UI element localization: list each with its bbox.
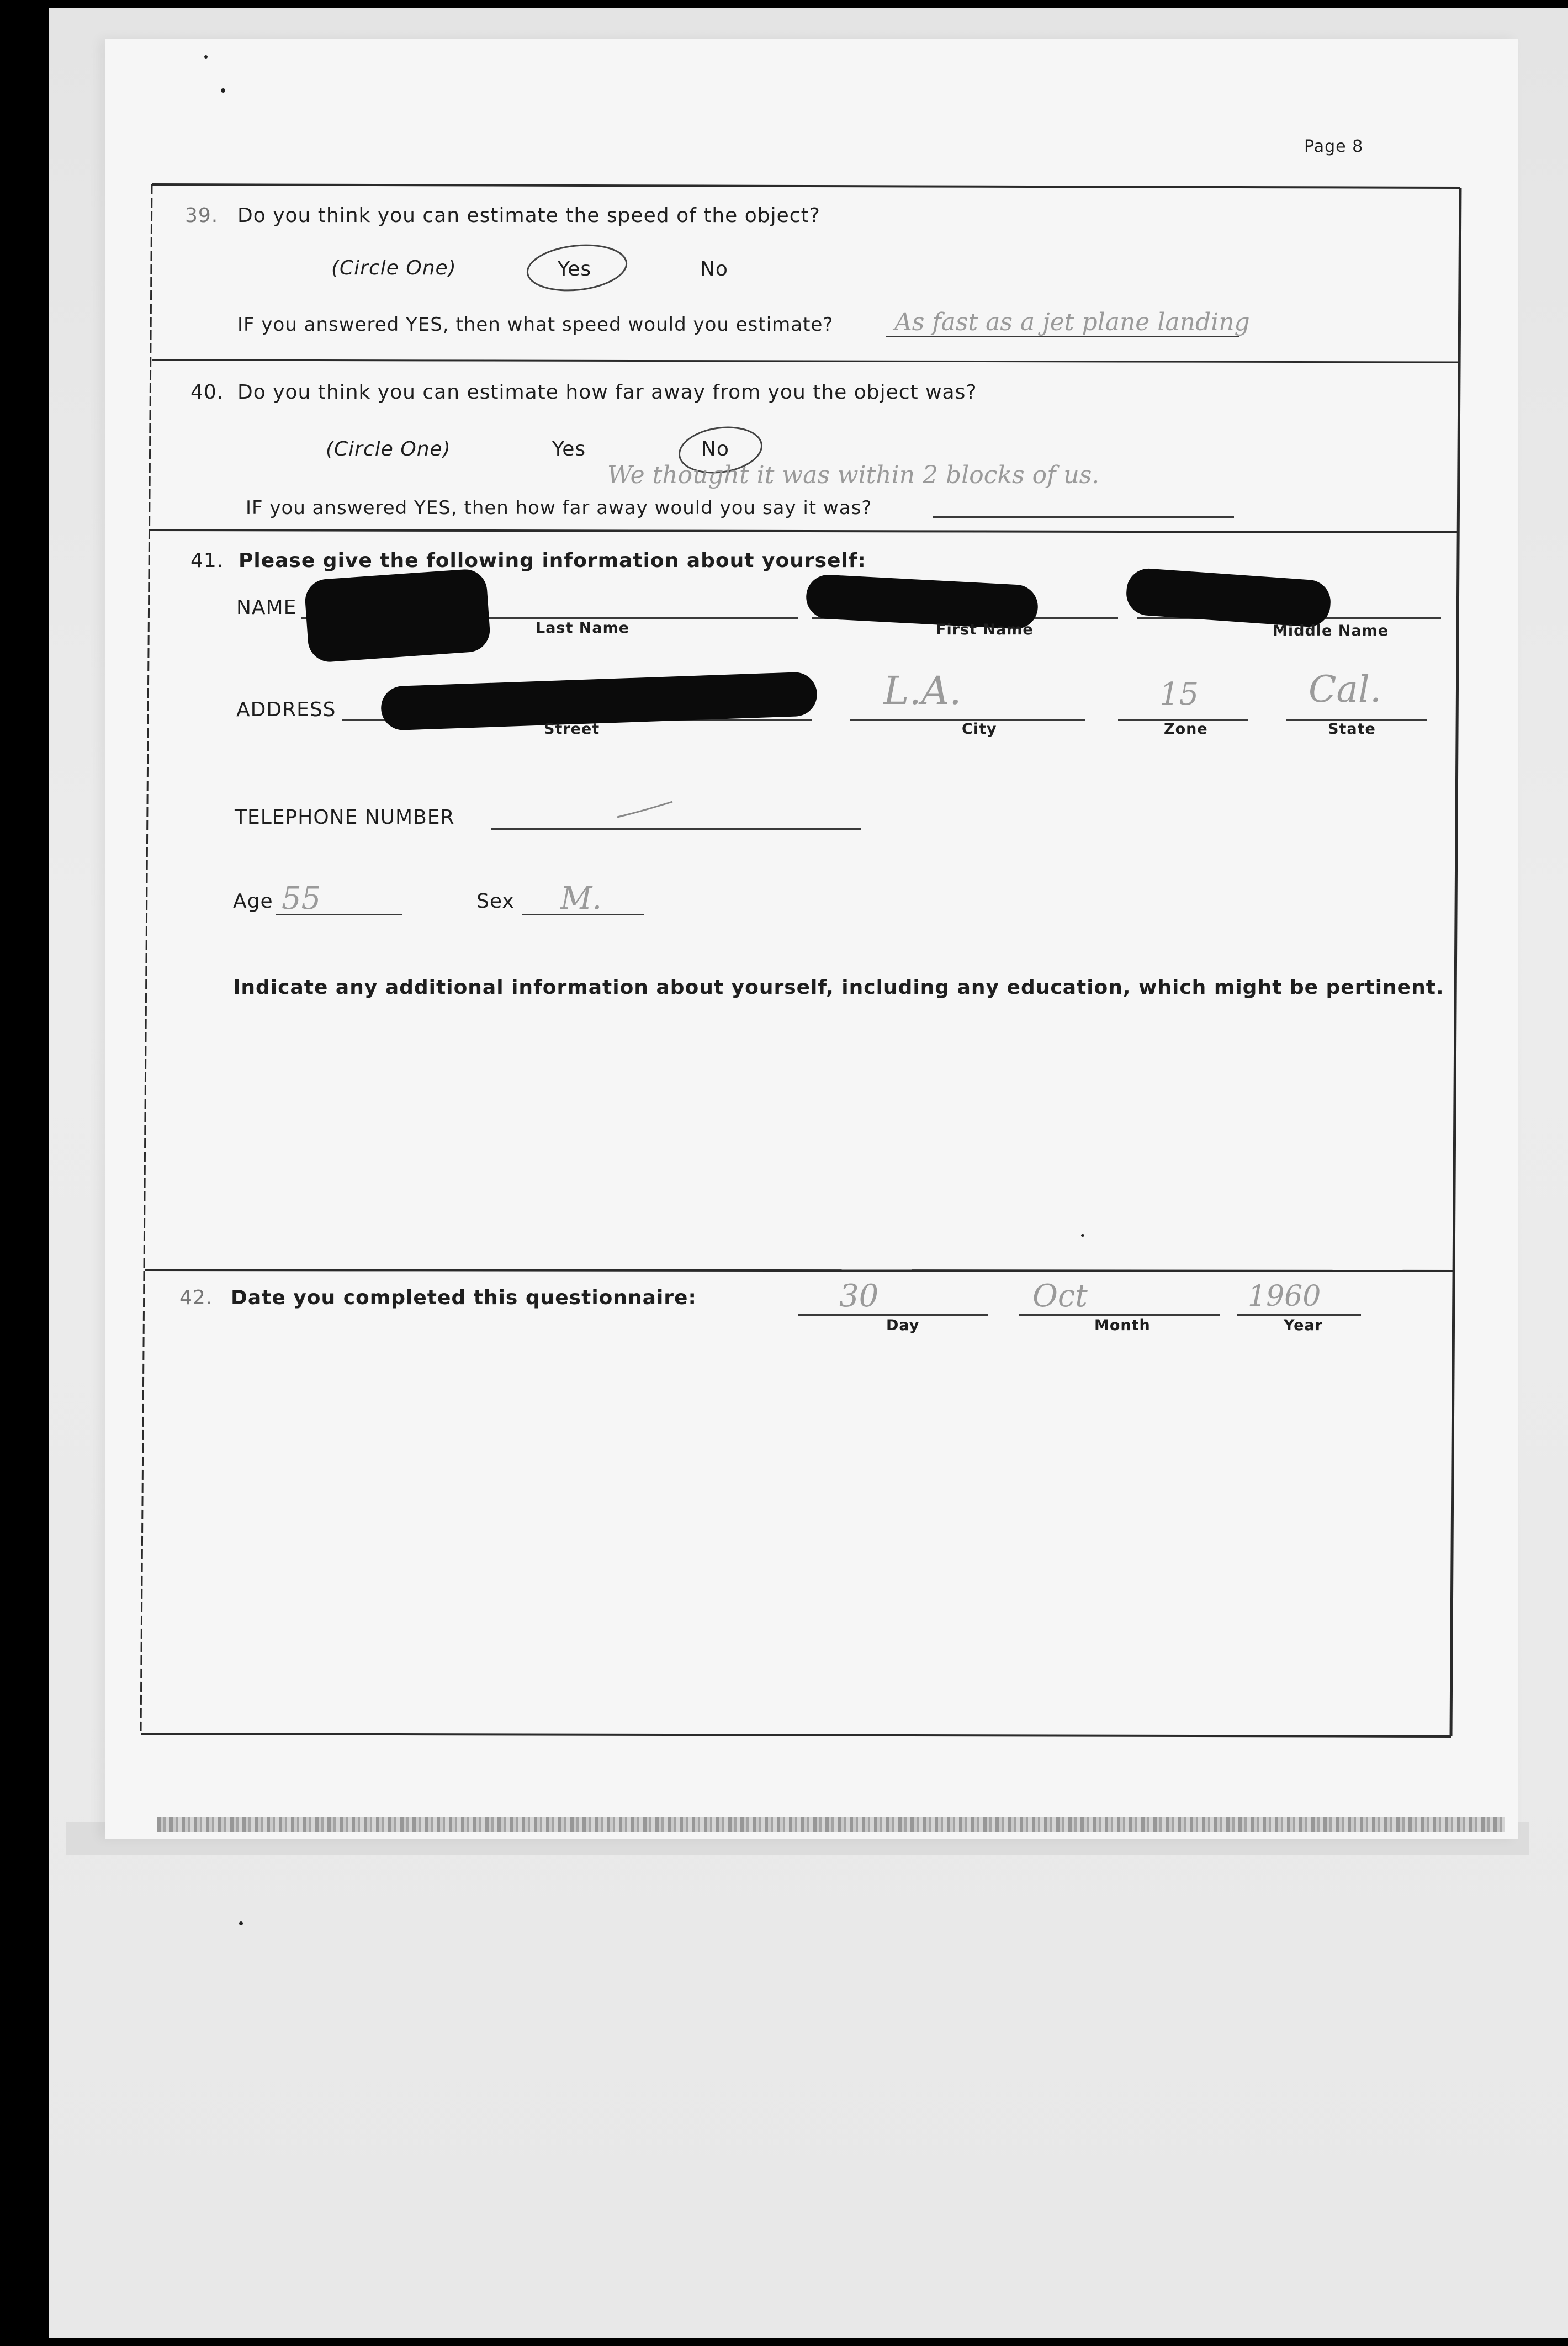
zone-value[interactable]: 15 [1159, 676, 1199, 712]
q40-no-option[interactable]: No [701, 438, 729, 460]
q39-yes-option[interactable]: Yes [558, 258, 592, 280]
year-caption: Year [1284, 1317, 1323, 1334]
last-name-caption: Last Name [536, 619, 630, 637]
telephone-checkmark [617, 802, 672, 817]
q40-yes-option[interactable]: Yes [552, 438, 586, 460]
state-value[interactable]: Cal. [1309, 668, 1381, 711]
q42-question: Date you completed this questionnaire: [231, 1286, 697, 1309]
q39-followup: IF you answered YES, then what speed would you estimate? [237, 314, 834, 336]
q41-prompt: Please give the following information about yourself: [239, 549, 866, 572]
sex-label: Sex [476, 890, 515, 913]
q39-no-option[interactable]: No [700, 258, 728, 280]
city-caption: City [962, 721, 997, 738]
additional-info-prompt: Indicate any additional information about yourself, including any education, which might be pertinent. [233, 976, 1444, 999]
year-line [1237, 1314, 1361, 1316]
zone-caption: Zone [1164, 721, 1208, 738]
day-value[interactable]: 30 [839, 1278, 879, 1314]
frame-right-rule [1451, 188, 1460, 1736]
q39-circle-one: (Circle One) [331, 257, 457, 279]
frame-bottom-rule [141, 1734, 1451, 1736]
name-label: NAME [236, 596, 297, 619]
q42-number: 42. [179, 1286, 213, 1309]
q41-number: 41. [190, 549, 224, 572]
street-caption: Street [544, 721, 600, 738]
age-value[interactable]: 55 [282, 881, 321, 917]
month-value[interactable]: Oct [1032, 1278, 1088, 1314]
month-line [1019, 1314, 1220, 1316]
address-label: ADDRESS [236, 698, 336, 721]
day-caption: Day [886, 1317, 920, 1334]
year-value[interactable]: 1960 [1248, 1280, 1321, 1313]
frame-top-rule [152, 184, 1460, 188]
state-caption: State [1328, 721, 1376, 738]
day-line [798, 1314, 988, 1316]
q40-question: Do you think you can estimate how far away from you the object was? [237, 381, 977, 404]
divider-41-42 [145, 1270, 1454, 1271]
sex-value[interactable]: M. [560, 881, 602, 917]
q40-answer-line [933, 516, 1234, 518]
month-caption: Month [1094, 1317, 1151, 1334]
q40-number: 40. [190, 381, 224, 404]
telephone-label: TELEPHONE NUMBER [235, 806, 455, 829]
frame-left-rule [141, 184, 152, 1734]
telephone-line [491, 828, 861, 830]
q40-handwritten-answer[interactable]: We thought it was within 2 blocks of us. [607, 461, 1100, 489]
city-value[interactable]: L.A. [883, 668, 962, 713]
divider-40-41 [150, 530, 1458, 532]
q39-question: Do you think you can estimate the speed of the object? [237, 204, 820, 227]
age-label: Age [233, 890, 273, 913]
redacted-last-name [304, 568, 491, 664]
q40-followup: IF you answered YES, then how far away would you say it was? [246, 497, 872, 519]
q39-number: 39. [185, 204, 219, 227]
divider-39-40 [152, 360, 1459, 362]
middle-name-caption: Middle Name [1273, 622, 1389, 639]
first-name-caption: First Name [936, 621, 1034, 638]
q40-circle-one: (Circle One) [326, 438, 451, 460]
page-number: Page 8 [1304, 137, 1364, 156]
q39-handwritten-answer[interactable]: As fast as a jet plane landing [894, 308, 1250, 336]
